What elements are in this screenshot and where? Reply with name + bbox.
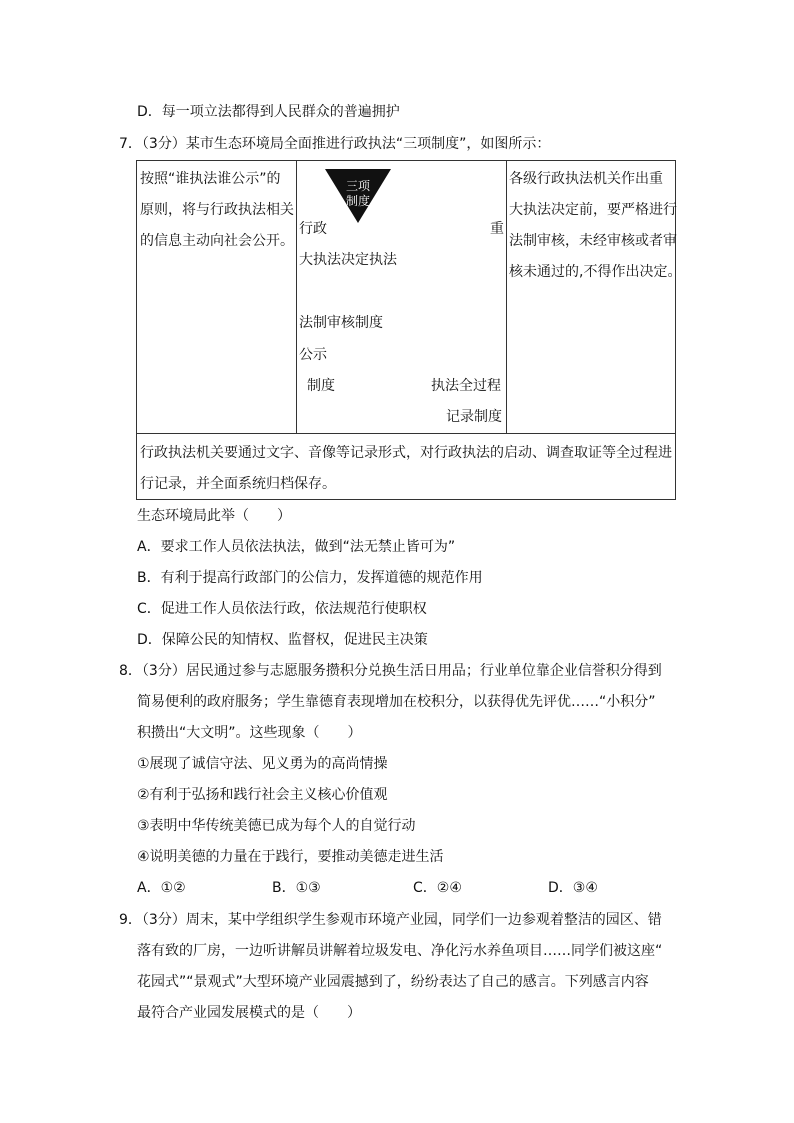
label-major-decision: 大执法决定执法: [299, 252, 397, 268]
right-line-3: 法制审核，未经审核或者审: [509, 233, 677, 249]
label-record-system: 记录制度: [446, 409, 502, 425]
label-gongshi: 公示: [299, 347, 327, 363]
label-zhong: 重: [490, 221, 504, 237]
q8-stem-line-1: 8．（3分）居民通过参与志愿服务攒积分兑换生活日用品；行业单位靠企业信誉积分得到: [119, 663, 662, 679]
q8-stem-line-3: 积攒出“大文明”。这些现象（ ）: [137, 725, 362, 741]
bottom-line-1: 行政执法机关要通过文字、音像等记录形式，对行政执法的启动、调查取证等全过程进: [140, 445, 672, 461]
table-left-cell: [140, 164, 294, 257]
table-right-cell: [509, 164, 682, 288]
q7-question: 生态环境局此举（ ）: [137, 508, 291, 524]
q8-item-2: ②有利于弘扬和践行社会主义核心价值观: [137, 787, 388, 803]
triangle-label-top: 三项: [345, 179, 371, 193]
label-whole-process: 执法全过程: [431, 378, 501, 394]
label-xingzheng: 行政: [299, 221, 327, 237]
q7-option-c: C．促进工作人员依法行政，依法规范行使职权: [137, 601, 427, 617]
q9-stem-line-1: 9．（3分）周末，某中学组织学生参观市环境产业园，同学们一边参观着整洁的园区、错: [119, 912, 662, 928]
q8-option-a: A．①②: [137, 880, 186, 896]
left-line-2: 原则，将与行政执法相关: [140, 202, 294, 218]
q7-stem: 7．（3分）某市生态环境局全面推进行政执法“三项制度”，如图所示：: [119, 136, 551, 152]
q9-stem-line-2: 落有致的厂房，一边听讲解员讲解着垃圾发电、净化污水养鱼项目……同学们被这座“: [137, 943, 663, 959]
q7-diagram-table: [136, 160, 682, 500]
left-line-1: 按照“谁执法谁公示”的: [140, 171, 281, 187]
left-line-3: 的信息主动向社会公开。: [140, 233, 294, 249]
triangle-icon: [325, 169, 391, 223]
q8-item-1: ①展现了诚信守法、见义勇为的高尚情操: [137, 756, 388, 772]
label-zhidu: 制度: [307, 378, 335, 394]
triangle-label-bottom: 制度: [345, 194, 371, 208]
q9-stem-line-3: 花园式”“景观式”大型环境产业园震撼到了，纷纷表达了自己的感言。下列感言内容: [137, 974, 649, 990]
q8-option-c: C．②④: [413, 880, 462, 896]
q8-stem-line-2: 简易便利的政府服务；学生靠德育表现增加在校积分，以获得优先评优……“小积分”: [137, 694, 656, 710]
q6-option-d: D．每一项立法都得到人民群众的普遍拥护: [137, 104, 400, 120]
q7-option-b: B．有利于提高行政部门的公信力，发挥道德的规范作用: [137, 570, 483, 586]
q7-option-a: A．要求工作人员依法执法，做到“法无禁止皆可为”: [137, 539, 456, 555]
right-line-4: 核未通过的,不得作出决定。: [509, 264, 682, 280]
right-line-2: 大执法决定前，要严格进行: [509, 202, 677, 218]
q8-option-b: B．①③: [272, 880, 321, 896]
q8-item-4: ④说明美德的力量在于践行，要推动美德走进生活: [137, 849, 444, 865]
bottom-line-2: 行记录，并全面系统归档保存。: [140, 476, 336, 492]
q9-stem-line-4: 最符合产业园发展模式的是（ ）: [137, 1005, 361, 1021]
right-line-1: 各级行政执法机关作出重: [509, 171, 663, 187]
q8-item-3: ③表明中华传统美德已成为每个人的自觉行动: [137, 818, 416, 834]
table-middle-cell: [297, 161, 506, 433]
q8-option-d: D．③④: [548, 880, 598, 896]
label-legal-review: 法制审核制度: [299, 315, 383, 331]
table-bottom-cell: [140, 438, 674, 500]
q7-option-d: D．保障公民的知情权、监督权，促进民主决策: [137, 632, 428, 648]
